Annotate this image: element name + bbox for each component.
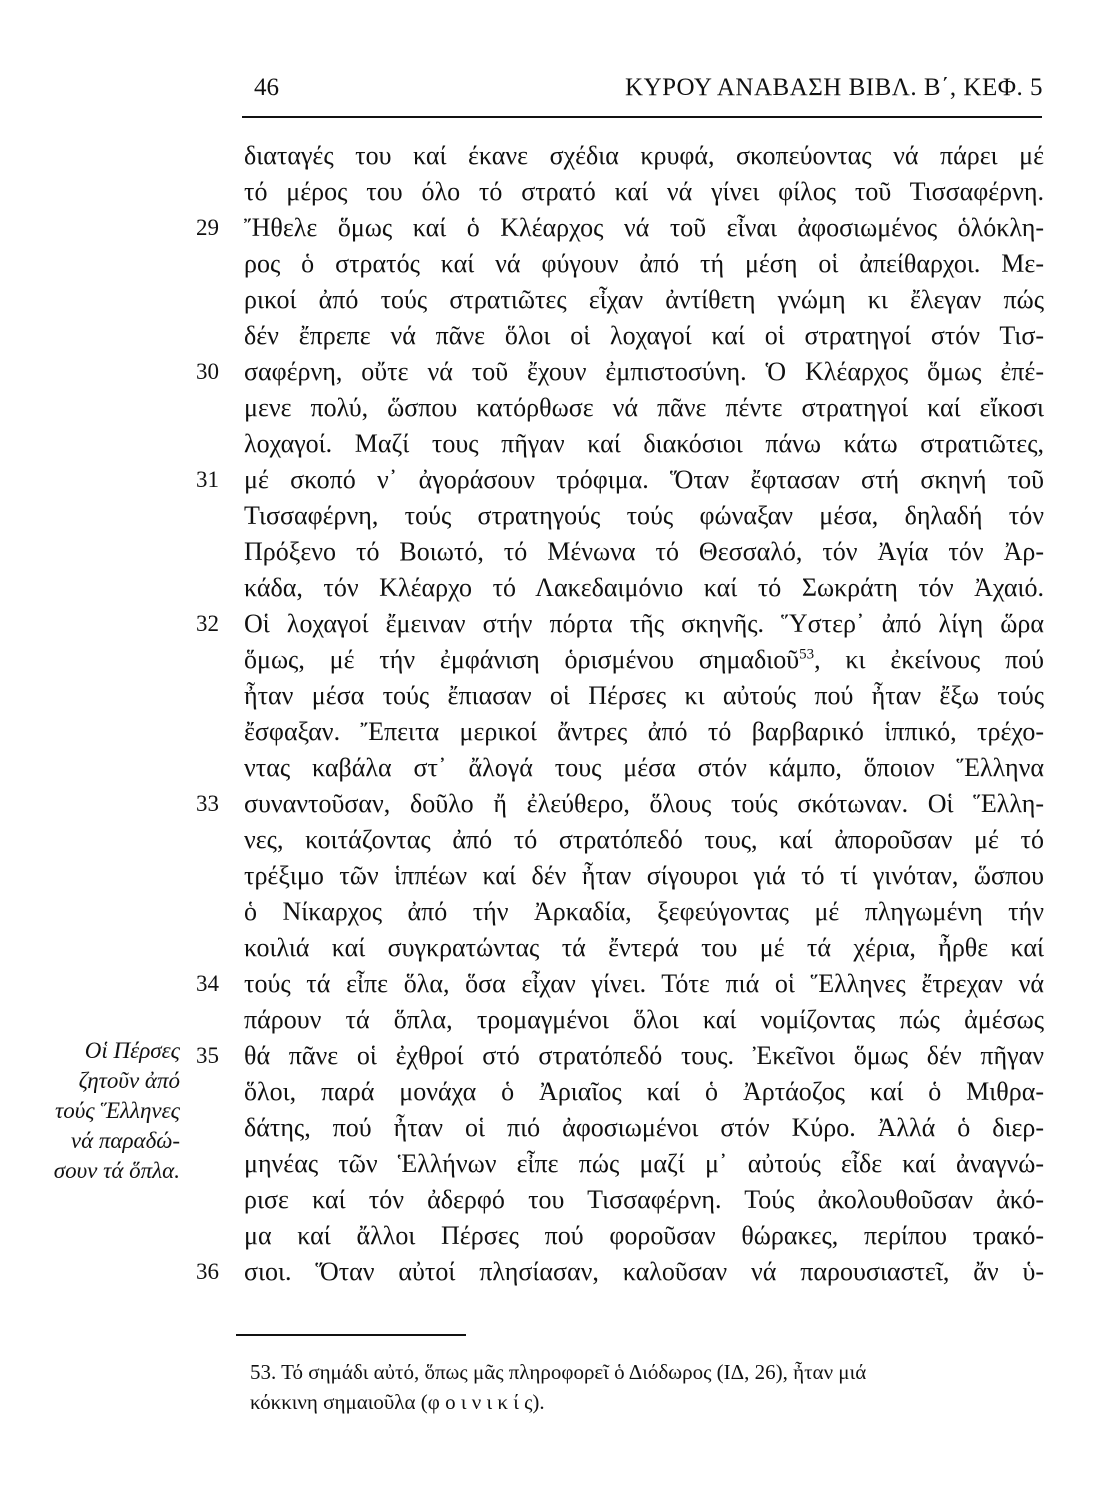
- text-line: Οἱ λοχαγοί ἔμειναν στήν πόρτα τῆς σκηνῆς. Ὕστερ᾽ ἀπό λίγη ὥρα: [244, 609, 1044, 638]
- paragraph-number: 30: [196, 359, 219, 384]
- text-line: ἦταν μέσα τούς ἔπιασαν οἱ Πέρσες κι αὐτούς πού ἦταν ἔξω τούς: [244, 681, 1044, 710]
- line-text-after-mark: , κι ἐκείνους πού: [814, 645, 1044, 674]
- text-line: πάρουν τά ὅπλα, τρομαγμένοι ὅλοι καί νομίζοντας πώς ἀμέσως: [244, 1005, 1044, 1034]
- text-line-with-footnote-mark: [244, 642, 1044, 678]
- paragraph-number: 31: [196, 467, 219, 492]
- text-line: ρος ὁ στρατός καί νά φύγουν ἀπό τή μέση οἱ ἀπείθαρχοι. Με-: [244, 249, 1044, 278]
- margin-note-line: τούς Ἕλληνες: [55, 1098, 180, 1123]
- paragraph-number: 36: [196, 1259, 219, 1284]
- margin-note-line: νά παραδώ-: [70, 1128, 180, 1153]
- text-line: μενε πολύ, ὥσπου κατόρθωσε νά πᾶνε πέντε στρατηγοί καί εἴκοσι: [244, 393, 1044, 422]
- text-line: ντας καβάλα στ᾽ ἄλογά τους μέσα στόν κάμπο, ὅποιον Ἕλληνα: [244, 753, 1044, 782]
- footnote-mark: 53: [799, 646, 815, 663]
- text-line: κοιλιά καί συγκρατώντας τά ἔντερά του μέ τά χέρια, ἦρθε καί: [244, 933, 1044, 962]
- text-line: τρέξιμο τῶν ἱππέων καί δέν ἦταν σίγουροι γιά τό τί γινόταν, ὥσπου: [244, 861, 1044, 890]
- text-line: μηνέας τῶν Ἑλλήνων εἶπε πώς μαζί μ᾽ αὐτούς εἶδε καί ἀναγνώ-: [244, 1149, 1044, 1178]
- text-line: Ἤθελε ὅμως καί ὁ Κλέαρχος νά τοῦ εἶναι ἀφοσιωμένος ὁλόκλη-: [244, 213, 1044, 242]
- running-title: ΚΥΡΟΥ ΑΝΑΒΑΣΗ ΒΙΒΛ. Β΄, ΚΕΦ. 5: [625, 74, 1043, 101]
- text-line: δάτης, πού ἦταν οἱ πιό ἀφοσιωμένοι στόν Κύρο. Ἀλλά ὁ διερ-: [244, 1113, 1044, 1142]
- text-line: Πρόξενο τό Βοιωτό, τό Μένωνα τό Θεσσαλό, τόν Ἀγία τόν Ἀρ-: [244, 537, 1044, 566]
- text-line: διαταγές του καί έκανε σχέδια κρυφά, σκοπεύοντας νά πάρει μέ: [244, 141, 1044, 170]
- text-line: σιοι. Ὅταν αὐτοί πλησίασαν, καλοῦσαν νά παρουσιαστεῖ, ἄν ὑ-: [244, 1257, 1044, 1286]
- paragraph-number: 33: [196, 791, 219, 816]
- text-line: συναντοῦσαν, δοῦλο ἤ ἐλεύθερο, ὅλους τούς σκότωναν. Οἱ Ἕλλη-: [244, 789, 1044, 818]
- page-header: [238, 72, 1043, 112]
- footnote-text: 53. Τό σημάδι αὐτό, ὅπως μᾶς πληροφορεῖ ὁ Διόδωρος (ΙΔ, 26), ἦταν μιά: [250, 1360, 867, 1384]
- text-line: ὁ Νίκαρχος ἀπό τήν Ἀρκαδία, ξεφεύγοντας μέ πληγωμένη τήν: [244, 897, 1044, 926]
- text-line: μέ σκοπό ν᾽ ἀγοράσουν τρόφιμα. Ὅταν ἔφτασαν στή σκηνή τοῦ: [244, 465, 1044, 494]
- text-line: μα καί ἄλλοι Πέρσες πού φοροῦσαν θώρακες, περίπου τρακό-: [244, 1221, 1044, 1250]
- paragraph-number: 35: [196, 1043, 219, 1068]
- text-line: ρισε καί τόν ἀδερφό του Τισσαφέρνη. Τούς ἀκολουθοῦσαν ἀκό-: [244, 1185, 1044, 1214]
- text-line: λοχαγοί. Μαζί τους πῆγαν καί διακόσιοι πάνω κάτω στρατιῶτες,: [244, 429, 1044, 458]
- header-rule: [242, 116, 1042, 118]
- margin-note-line: σουν τά ὅπλα.: [53, 1158, 180, 1183]
- text-line: ρικοί ἀπό τούς στρατιῶτες εἶχαν ἀντίθετη γνώμη κι ἔλεγαν πώς: [244, 285, 1044, 314]
- text-line: ὅλοι, παρά μονάχα ὁ Ἀριαῖος καί ὁ Ἀρτάοζος καί ὁ Μιθρα-: [244, 1077, 1044, 1106]
- text-line: σαφέρνη, οὔτε νά τοῦ ἔχουν ἐμπιστοσύνη. Ὁ Κλέαρχος ὅμως ἐπέ-: [244, 357, 1044, 386]
- paragraph-number: 29: [196, 215, 219, 240]
- text-line: νες, κοιτάζοντας ἀπό τό στρατόπεδό τους, καί ἀποροῦσαν μέ τό: [244, 825, 1044, 854]
- text-line: Τισσαφέρνη, τούς στρατηγούς τούς φώναξαν μέσα, δηλαδή τόν: [244, 501, 1044, 530]
- margin-note-line: ζητοῦν ἀπό: [78, 1068, 180, 1093]
- text-line: ἔσφαξαν. Ἔπειτα μερικοί ἄντρες ἀπό τό βαρβαρικό ἱππικό, τρέχο-: [244, 717, 1044, 746]
- footnote-text: κόκκινη σημαιοῦλα (φ ο ι ν ι κ ί ς).: [250, 1390, 545, 1414]
- text-line: τό μέρος του όλο τό στρατό καί νά γίνει φίλος τοῦ Τισσαφέρνη.: [244, 177, 1044, 206]
- page-number: 46: [254, 74, 279, 101]
- text-line: τούς τά εἶπε ὅλα, ὅσα εἶχαν γίνει. Τότε πιά οἱ Ἕλληνες ἔτρεχαν νά: [244, 969, 1044, 998]
- footnote-rule: [236, 1334, 466, 1336]
- margin-note-line: Οἱ Πέρσες: [84, 1038, 180, 1063]
- paragraph-number: 34: [196, 971, 219, 996]
- text-line: θά πᾶνε οἱ ἐχθροί στό στρατόπεδό τους. Ἐκεῖνοι ὅμως δέν πῆγαν: [244, 1041, 1044, 1070]
- margin-note: [20, 1036, 180, 1186]
- text-line: κάδα, τόν Κλέαρχο τό Λακεδαιμόνιο καί τό Σωκράτη τόν Ἀχαιό.: [244, 573, 1044, 602]
- line-text-before-mark: ὅμως, μέ τήν ἐμφάνιση ὁρισμένου σημαδιοῦ: [244, 645, 800, 674]
- text-line: δέν ἔπρεπε νά πᾶνε ὅλοι οἱ λοχαγοί καί οἱ στρατηγοί στόν Τισ-: [244, 321, 1044, 350]
- paragraph-number: 32: [196, 611, 219, 636]
